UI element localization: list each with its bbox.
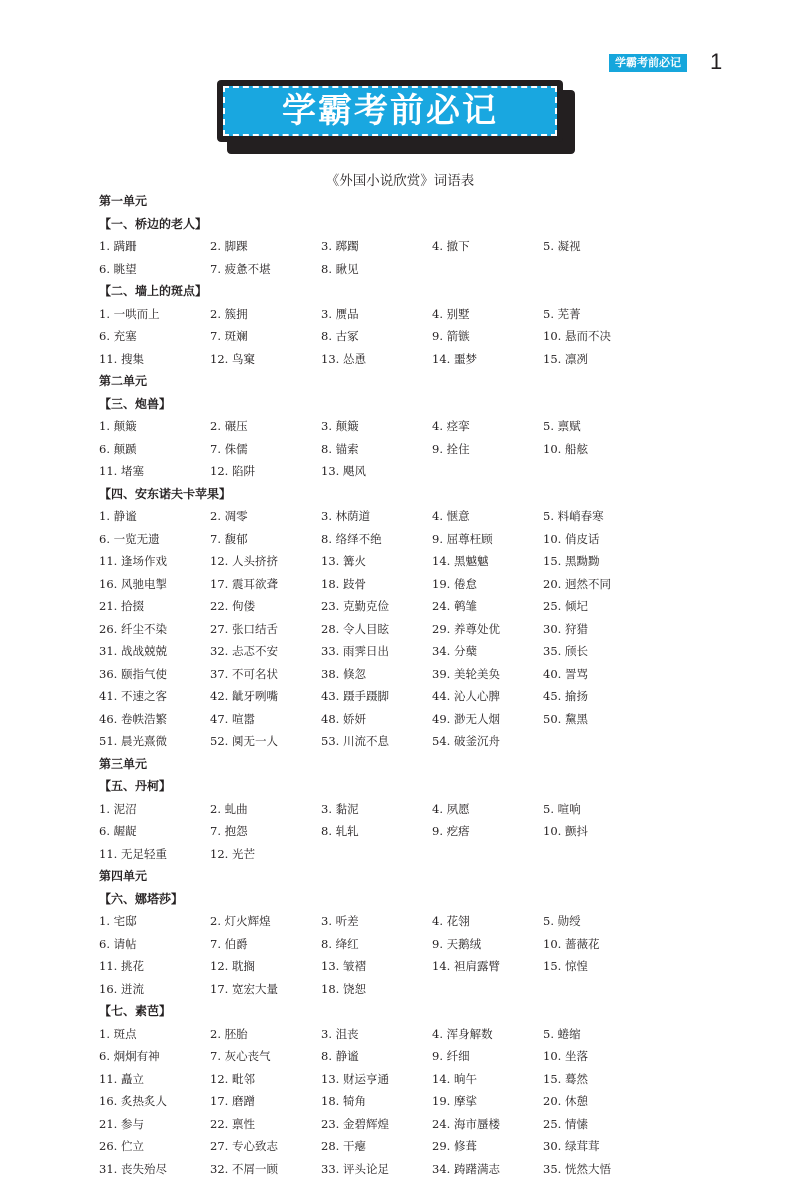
unit-title: 第二单元 xyxy=(99,370,739,393)
vocab-item: 44. 沁人心脾 xyxy=(432,685,543,708)
vocab-item: 39. 美轮美奂 xyxy=(432,663,543,686)
vocab-item: 35. 恍然大悟 xyxy=(543,1158,654,1180)
vocab-item: 12. 人头挤挤 xyxy=(210,550,321,573)
vocab-item: 6. 炯炯有神 xyxy=(99,1045,210,1068)
vocab-item: 11. 逢场作戏 xyxy=(99,550,210,573)
vocab-item: 3. 踯躅 xyxy=(321,235,432,258)
vocab-item: 7. 馥郁 xyxy=(210,528,321,551)
vocab-item: 8. 络绎不绝 xyxy=(321,528,432,551)
vocab-item: 3. 沮丧 xyxy=(321,1023,432,1046)
vocab-item: 4. 夙愿 xyxy=(432,798,543,821)
vocab-item: 46. 卷帙浩繁 xyxy=(99,708,210,731)
vocab-item: 17. 宽宏大量 xyxy=(210,978,321,1001)
vocab-item: 10. 悬而不决 xyxy=(543,325,654,348)
vocab-item: 20. 迥然不同 xyxy=(543,573,654,596)
vocab-item: 33. 雨霁日出 xyxy=(321,640,432,663)
vocab-item: 35. 颀长 xyxy=(543,640,654,663)
vocab-item: 28. 干瘪 xyxy=(321,1135,432,1158)
banner-frame xyxy=(217,80,563,142)
vocab-item: 12. 毗邻 xyxy=(210,1068,321,1091)
vocab-item: 3. 听差 xyxy=(321,910,432,933)
vocab-item: 4. 花翎 xyxy=(432,910,543,933)
vocab-item: 8. 轧轧 xyxy=(321,820,432,843)
vocab-item: 18. 犄角 xyxy=(321,1090,432,1113)
vocab-item: 12. 鸟窠 xyxy=(210,348,321,371)
vocab-item: 4. 浑身解数 xyxy=(432,1023,543,1046)
vocab-item: 40. 詈骂 xyxy=(543,663,654,686)
vocab-item: 8. 绛红 xyxy=(321,933,432,956)
vocab-item: 42. 龇牙咧嘴 xyxy=(210,685,321,708)
vocab-grid xyxy=(99,910,739,1000)
vocab-grid xyxy=(99,303,739,371)
section-title: 【四、安东诺夫卡苹果】 xyxy=(99,483,739,506)
vocab-grid xyxy=(99,798,739,866)
vocab-item: 5. 芜菁 xyxy=(543,303,654,326)
vocab-item: 34. 踌躇满志 xyxy=(432,1158,543,1180)
vocab-item: 1. 斑点 xyxy=(99,1023,210,1046)
vocab-item: 24. 海市蜃楼 xyxy=(432,1113,543,1136)
vocab-item: 2. 碾压 xyxy=(210,415,321,438)
vocab-item: 30. 狩猎 xyxy=(543,618,654,641)
vocab-item: 5. 料峭春寒 xyxy=(543,505,654,528)
vocab-item: 3. 黏泥 xyxy=(321,798,432,821)
vocab-item: 23. 克勤克俭 xyxy=(321,595,432,618)
vocab-item: 13. 财运亨通 xyxy=(321,1068,432,1091)
vocab-item: 15. 凛冽 xyxy=(543,348,654,371)
vocab-item: 22. 禀性 xyxy=(210,1113,321,1136)
vocab-item: 16. 风驰电掣 xyxy=(99,573,210,596)
vocab-grid xyxy=(99,415,739,483)
vocab-item: 12. 光芒 xyxy=(210,843,321,866)
vocab-item: 48. 娇妍 xyxy=(321,708,432,731)
vocab-item: 16. 炙热炙人 xyxy=(99,1090,210,1113)
section-title: 【一、桥边的老人】 xyxy=(99,213,739,236)
vocab-item: 8. 瞅见 xyxy=(321,258,432,281)
vocab-item: 31. 丧失殆尽 xyxy=(99,1158,210,1180)
vocab-item: 5. 喧响 xyxy=(543,798,654,821)
vocab-item: 4. 痉挛 xyxy=(432,415,543,438)
vocab-item: 6. 一览无遗 xyxy=(99,528,210,551)
vocab-item: 10. 蔷薇花 xyxy=(543,933,654,956)
vocab-item: 51. 晨光熹微 xyxy=(99,730,210,753)
vocab-item: 14. 晌午 xyxy=(432,1068,543,1091)
vocab-item: 11. 矗立 xyxy=(99,1068,210,1091)
vocab-list xyxy=(99,190,739,1180)
vocab-item: 1. 静谧 xyxy=(99,505,210,528)
vocab-item: 8. 静谧 xyxy=(321,1045,432,1068)
vocab-item: 21. 参与 xyxy=(99,1113,210,1136)
vocab-item: 1. 蹒跚 xyxy=(99,235,210,258)
vocab-item: 6. 眺望 xyxy=(99,258,210,281)
vocab-item: 7. 侏儒 xyxy=(210,438,321,461)
unit-title: 第一单元 xyxy=(99,190,739,213)
vocab-item: 27. 张口结舌 xyxy=(210,618,321,641)
vocab-item: 8. 锚索 xyxy=(321,438,432,461)
vocab-item: 6. 颠踬 xyxy=(99,438,210,461)
vocab-item: 11. 堵塞 xyxy=(99,460,210,483)
vocab-item: 26. 伫立 xyxy=(99,1135,210,1158)
vocab-item: 2. 虬曲 xyxy=(210,798,321,821)
vocab-grid xyxy=(99,235,739,280)
vocab-item: 52. 阒无一人 xyxy=(210,730,321,753)
vocab-item: 24. 鹌雏 xyxy=(432,595,543,618)
section-title: 【七、素芭】 xyxy=(99,1000,739,1023)
vocab-item: 21. 拾掇 xyxy=(99,595,210,618)
vocab-item: 11. 搜集 xyxy=(99,348,210,371)
vocab-item: 7. 伯爵 xyxy=(210,933,321,956)
vocab-item: 31. 战战兢兢 xyxy=(99,640,210,663)
vocab-item: 2. 凋零 xyxy=(210,505,321,528)
vocab-item: 9. 拴住 xyxy=(432,438,543,461)
vocab-item: 34. 分蘖 xyxy=(432,640,543,663)
vocab-item: 28. 令人目眩 xyxy=(321,618,432,641)
vocab-item: 17. 震耳欲聋 xyxy=(210,573,321,596)
vocab-item: 17. 磨蹭 xyxy=(210,1090,321,1113)
page-number: 1 xyxy=(710,49,722,75)
section-title: 【二、墙上的斑点】 xyxy=(99,280,739,303)
vocab-item: 2. 灯火辉煌 xyxy=(210,910,321,933)
vocab-grid xyxy=(99,1023,739,1180)
vocab-item: 16. 迸流 xyxy=(99,978,210,1001)
vocab-item: 30. 绿茸茸 xyxy=(543,1135,654,1158)
vocab-item: 43. 蹑手蹑脚 xyxy=(321,685,432,708)
vocab-item: 15. 黑黝黝 xyxy=(543,550,654,573)
vocab-item: 50. 黧黑 xyxy=(543,708,654,731)
vocab-item: 1. 颠簸 xyxy=(99,415,210,438)
vocab-item: 5. 凝视 xyxy=(543,235,654,258)
vocab-item: 10. 船舷 xyxy=(543,438,654,461)
vocab-item: 1. 泥沼 xyxy=(99,798,210,821)
vocab-item: 14. 黑魆魆 xyxy=(432,550,543,573)
vocab-item: 14. 袒肩露臂 xyxy=(432,955,543,978)
vocab-item: 27. 专心致志 xyxy=(210,1135,321,1158)
unit-title: 第四单元 xyxy=(99,865,739,888)
vocab-item: 3. 颠簸 xyxy=(321,415,432,438)
vocab-item: 29. 修葺 xyxy=(432,1135,543,1158)
vocab-item: 45. 揄扬 xyxy=(543,685,654,708)
vocab-item: 1. 一哄而上 xyxy=(99,303,210,326)
vocab-item: 32. 忐忑不安 xyxy=(210,640,321,663)
vocab-item: 15. 蓦然 xyxy=(543,1068,654,1091)
vocab-item: 7. 灰心丧气 xyxy=(210,1045,321,1068)
vocab-item: 9. 屈尊枉顾 xyxy=(432,528,543,551)
vocab-item: 47. 喧嚣 xyxy=(210,708,321,731)
vocab-item: 41. 不速之客 xyxy=(99,685,210,708)
vocab-item: 7. 抱怨 xyxy=(210,820,321,843)
vocab-item: 33. 评头论足 xyxy=(321,1158,432,1180)
vocab-item: 49. 渺无人烟 xyxy=(432,708,543,731)
vocab-item: 13. 怂恿 xyxy=(321,348,432,371)
vocab-item: 13. 皱褶 xyxy=(321,955,432,978)
vocab-item: 4. 撤下 xyxy=(432,235,543,258)
section-title: 【六、娜塔莎】 xyxy=(99,888,739,911)
vocab-item: 32. 不屑一顾 xyxy=(210,1158,321,1180)
vocab-item: 11. 无足轻重 xyxy=(99,843,210,866)
title-banner xyxy=(217,80,575,154)
vocab-item: 1. 宅邸 xyxy=(99,910,210,933)
vocab-item: 10. 坐落 xyxy=(543,1045,654,1068)
vocab-item: 9. 疙瘩 xyxy=(432,820,543,843)
vocab-item: 29. 养尊处优 xyxy=(432,618,543,641)
vocab-item: 7. 疲惫不堪 xyxy=(210,258,321,281)
vocab-item: 12. 陷阱 xyxy=(210,460,321,483)
unit-title: 第三单元 xyxy=(99,753,739,776)
vocab-item: 6. 龌龊 xyxy=(99,820,210,843)
vocab-item: 5. 蜷缩 xyxy=(543,1023,654,1046)
vocab-item: 13. 篝火 xyxy=(321,550,432,573)
vocab-item: 10. 俏皮话 xyxy=(543,528,654,551)
vocab-item: 3. 林荫道 xyxy=(321,505,432,528)
vocab-item: 15. 惊惶 xyxy=(543,955,654,978)
vocab-item: 4. 别墅 xyxy=(432,303,543,326)
vocab-item: 2. 胚胎 xyxy=(210,1023,321,1046)
vocab-item: 3. 赝品 xyxy=(321,303,432,326)
header-tag: 学霸考前必记 xyxy=(609,54,687,72)
vocab-item: 22. 佝偻 xyxy=(210,595,321,618)
document-title: 《外国小说欣赏》词语表 xyxy=(0,172,800,190)
section-title: 【三、炮兽】 xyxy=(99,393,739,416)
vocab-item: 4. 惬意 xyxy=(432,505,543,528)
vocab-item: 25. 倾圮 xyxy=(543,595,654,618)
vocab-item: 5. 勋绶 xyxy=(543,910,654,933)
vocab-item: 9. 天鹅绒 xyxy=(432,933,543,956)
vocab-item: 5. 禀赋 xyxy=(543,415,654,438)
vocab-item: 38. 倏忽 xyxy=(321,663,432,686)
vocab-item: 14. 噩梦 xyxy=(432,348,543,371)
vocab-item: 6. 请帖 xyxy=(99,933,210,956)
vocab-item: 25. 情愫 xyxy=(543,1113,654,1136)
vocab-item: 53. 川流不息 xyxy=(321,730,432,753)
vocab-item: 19. 摩挲 xyxy=(432,1090,543,1113)
vocab-item: 11. 挑花 xyxy=(99,955,210,978)
section-title: 【五、丹柯】 xyxy=(99,775,739,798)
vocab-item: 54. 破釜沉舟 xyxy=(432,730,543,753)
vocab-item: 18. 饶恕 xyxy=(321,978,432,1001)
vocab-grid xyxy=(99,505,739,753)
vocab-item: 2. 脚踝 xyxy=(210,235,321,258)
vocab-item: 6. 充塞 xyxy=(99,325,210,348)
vocab-item: 19. 倦怠 xyxy=(432,573,543,596)
vocab-item: 12. 耽搁 xyxy=(210,955,321,978)
vocab-item: 26. 纤尘不染 xyxy=(99,618,210,641)
banner-title: 学霸考前必记 xyxy=(223,86,557,136)
vocab-item: 13. 飓风 xyxy=(321,460,432,483)
vocab-item: 2. 簇拥 xyxy=(210,303,321,326)
vocab-item: 7. 斑斓 xyxy=(210,325,321,348)
vocab-item: 20. 休憩 xyxy=(543,1090,654,1113)
vocab-item: 23. 金碧辉煌 xyxy=(321,1113,432,1136)
vocab-item: 36. 颐指气使 xyxy=(99,663,210,686)
vocab-item: 37. 不可名状 xyxy=(210,663,321,686)
vocab-item: 8. 古冢 xyxy=(321,325,432,348)
vocab-item: 9. 箭镞 xyxy=(432,325,543,348)
vocab-item: 10. 颤抖 xyxy=(543,820,654,843)
vocab-item: 9. 纤细 xyxy=(432,1045,543,1068)
vocab-item: 18. 跂骨 xyxy=(321,573,432,596)
